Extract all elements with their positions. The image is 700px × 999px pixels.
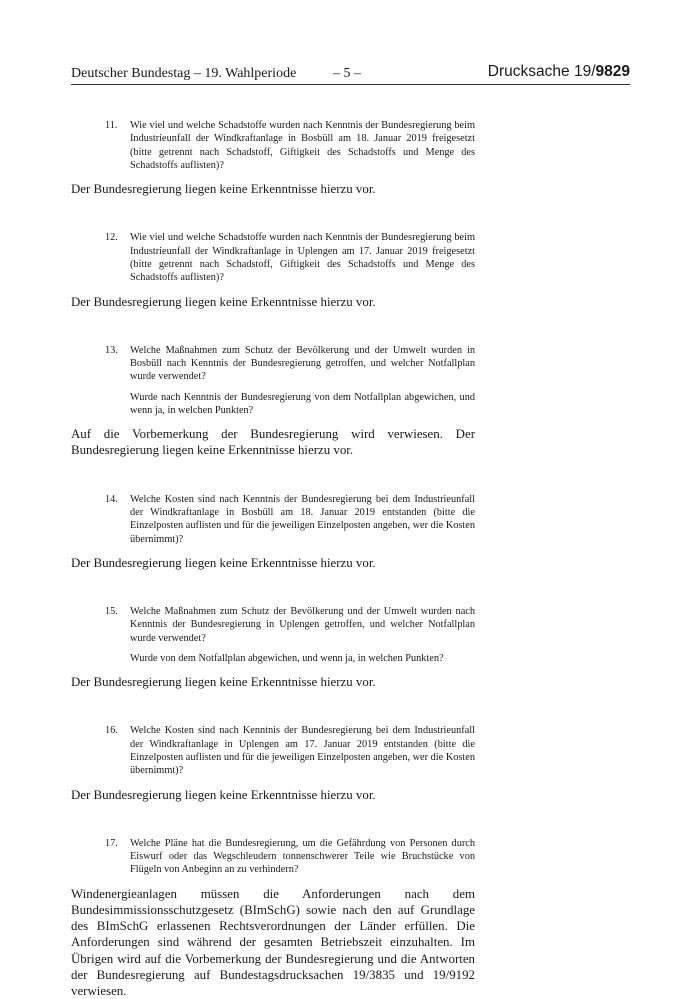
header-drucksache-label: Drucksache [487,63,570,80]
question [71,493,475,546]
page-header [71,62,630,85]
header-drucksache-number: 9829 [595,63,630,80]
qa-block-15 [71,605,475,690]
question [71,605,475,665]
answer-text: Auf die Vorbemerkung der Bundesregierung wird verwiesen. Der Bundesregierung liegen keine Erkenntnisse hierzu vor. [71,427,475,458]
header-drucksache-period: 19/ [573,63,596,80]
question [71,231,475,284]
question-text: Welche Maßnahmen zum Schutz der Bevölkerung und der Umwelt wurden nach Kenntnis der Bundesregierung in Uplengen getroffen, und welcher Notfallplan wurde verwendet? [130,606,475,644]
question-number: 12. [105,232,118,244]
qa-block-12 [71,231,475,309]
qa-block-14 [71,493,475,571]
question-text: Welche Kosten sind nach Kenntnis der Bundesregierung bei dem Industrieunfall der Windkraftanlage in Uplengen am 17. Januar 2019 entstanden (bitte die Einzelposten auflisten und für die jeweiligen Einzelposten angeben, wer die Kosten übernimmt)? [130,725,475,777]
header-page-number: – 5 – [333,66,361,81]
qa-block-13 [71,344,475,459]
question-number: 11. [105,120,118,131]
question-number: 14. [105,493,118,505]
qa-block-16 [71,724,475,802]
question [71,344,475,417]
question-text: Welche Pläne hat die Bundesregierung, um die Gefährdung von Personen durch Eiswurf oder das Wegschleudern tonnenschwerer Teile wie Bruchstücke von Flügeln von Anbeginn an zu verhindern? [130,837,475,876]
question-text: Welche Kosten sind nach Kenntnis der Bundesregierung bei dem Industrieunfall der Windkraftanlage in Bosbüll am 18. Januar 2019 entstanden (bitte die Einzelposten auflisten und für die jeweiligen Einzelposten angeben, wer die Kosten übernimmt)? [130,493,475,545]
qa-block-17 [71,837,475,999]
question-text: Welche Maßnahmen zum Schutz der Bevölkerung und der Umwelt wurden in Bosbüll nach Kenntnis der Bundesregierung getroffen, und welcher Notfallplan wurde verwendet? [130,344,475,383]
question-text: Wurde nach Kenntnis der Bundesregierung von dem Notfallplan abgewichen, und wenn ja, in welchen Punkten? [130,391,475,416]
answer-text: Der Bundesregierung liegen keine Erkenntnisse hierzu vor. [71,675,376,690]
answer-text: Windenergieanlagen müssen die Anforderungen nach dem Bundesimmissionsschutzgesetz (BImSchG) sowie nach den auf Grundlage des BImSchG erlassenen Rechtsverordnungen der Länder erfüllen. Die Anforderungen sind während der gesamten Betriebszeit einzuhalten. Im Übrigen wird auf die Vorbemerkung der Bundesregierung und die Antworten der Bundesregierung auf Bundestagsdrucksachen 19/3835 und 19/9192 verwiesen. [71,886,475,998]
question-text: Wie viel und welche Schadstoffe wurden nach Kenntnis der Bundesregierung beim Industrieunfall der Windkraftanlage in Bosbüll am 18. Januar 2019 freigesetzt (bitte getrennt nach Schadstoff, Giftigkeit des Schadstoffs und Menge des Schadstoffs auflisten)? [130,120,475,171]
qa-block-11 [71,119,475,197]
question-number: 13. [105,344,118,356]
document-body [71,119,475,999]
header-drucksache [488,63,630,81]
header-publication: Deutscher Bundestag – 19. Wahlperiode [71,66,297,81]
question-number: 16. [105,725,118,737]
answer-text: Der Bundesregierung liegen keine Erkenntnisse hierzu vor. [71,555,376,570]
question-number: 15. [105,606,118,618]
answer-text: Der Bundesregierung liegen keine Erkenntnisse hierzu vor. [71,182,376,197]
question [71,119,475,172]
question-text: Wie viel und welche Schadstoffe wurden nach Kenntnis der Bundesregierung beim Industrieunfall der Windkraftanlage in Uplengen am 17. Januar 2019 freigesetzt (bitte getrennt nach Schadstoff, Giftigkeit des Schadstoffs und Menge des Schadstoffs auflisten)? [130,232,475,284]
answer-text: Der Bundesregierung liegen keine Erkenntnisse hierzu vor. [71,294,376,309]
question-text: Wurde von dem Notfallplan abgewichen, und wenn ja, in welchen Punkten? [130,652,444,664]
question-number: 17. [105,837,118,849]
question [71,837,475,877]
answer-text: Der Bundesregierung liegen keine Erkenntnisse hierzu vor. [71,787,376,802]
question [71,724,475,777]
